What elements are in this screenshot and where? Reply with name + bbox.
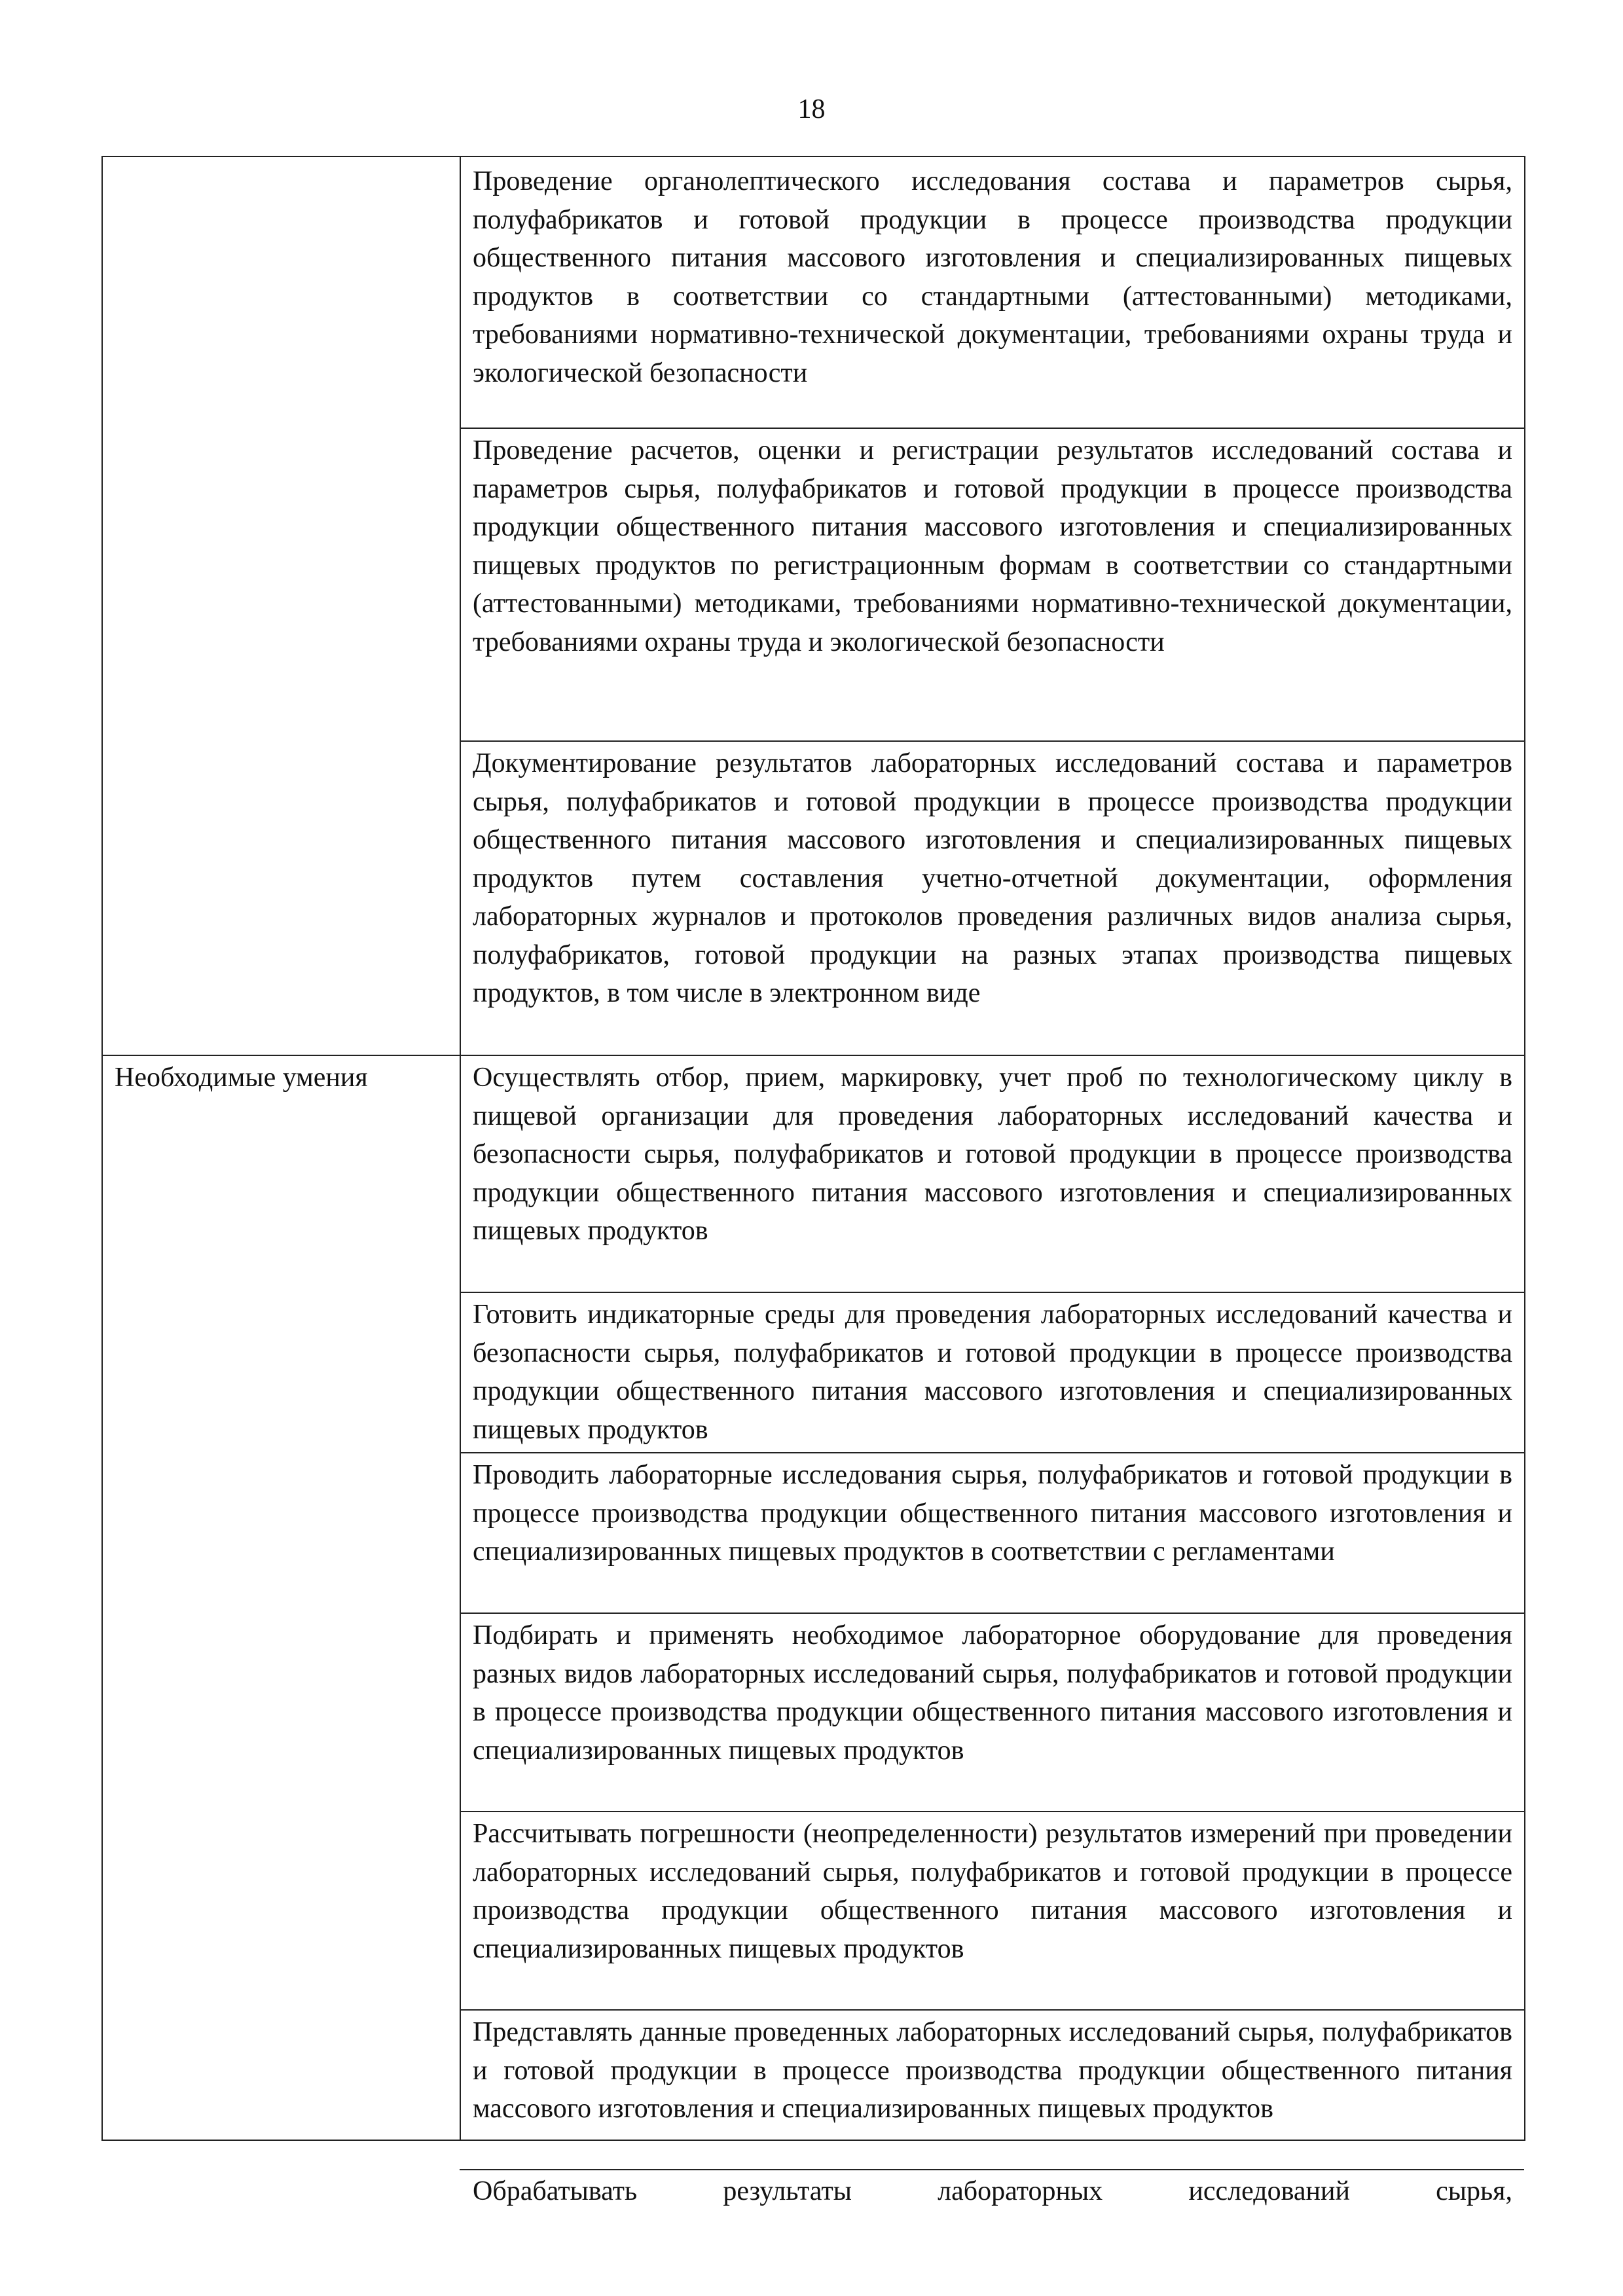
page-number: 18 <box>797 94 826 124</box>
row-divider <box>460 1811 1524 1812</box>
row-divider <box>460 428 1524 429</box>
table-cell: Осуществлять отбор, прием, маркировку, учет проб по технологическому циклу в пищевой организации для проведения лабораторных исследований качества и безопасности сырья, полуфабрикатов и готовой продукции в процессе производства продукции общественного питания массового изготовления и специализированных пищевых продуктов <box>473 1063 1512 1246</box>
row-divider <box>460 1452 1524 1453</box>
table-cell: Обрабатывать результаты лабораторных исследований сырья, <box>473 2176 1512 2206</box>
table-cell: Рассчитывать погрешности (неопределенности) результатов измерений при проведении лабораторных исследований сырья, полуфабрикатов и готовой продукции в процессе производства продукции общественного питания массового изготовления и специализированных пищевых продуктов <box>473 1819 1512 1964</box>
row-divider <box>460 1613 1524 1614</box>
row-divider <box>460 1292 1524 1293</box>
requirements-table <box>101 156 1525 2206</box>
row-divider <box>460 2009 1524 2011</box>
table-cell: Подбирать и применять необходимое лабораторное оборудование для проведения разных видов лабораторных исследований сырья, полуфабрикатов и готовой продукции в процессе производства продукции общественного питания массового изготовления и специализированных пищевых продуктов <box>473 1620 1512 1766</box>
section-label: Необходимые умения <box>115 1063 368 1093</box>
table-cell: Документирование результатов лабораторных исследований состава и параметров сырья, полуфабрикатов и готовой продукции в процессе производства продукции общественного питания массового изготовления и специализированных пищевых продуктов путем составления учетно-отчетной документации, оформления лабораторных журналов и протоколов проведения различных видов анализа сырья, полуфабрикатов, готовой продукции на разных этапах производства пищевых продуктов, в том числе в электронном виде <box>473 748 1512 1008</box>
table-cell: Проведение органолептического исследования состава и параметров сырья, полуфабрикатов и готовой продукции в процессе производства продукции общественного питания массового изготовления и специализированных пищевых продуктов в соответствии со стандартными (аттестованными) методиками, требованиями нормативно-технической документации, требованиями охраны труда и экологической безопасности <box>473 166 1512 388</box>
column-divider <box>460 157 461 2140</box>
table-cell: Проводить лабораторные исследования сырья, полуфабрикатов и готовой продукции в процессе производства продукции общественного питания массового изготовления и специализированных пищевых продуктов в соответствии с регламентами <box>473 1460 1512 1567</box>
section-divider <box>103 1055 1524 1056</box>
row-divider <box>460 740 1524 742</box>
row-divider <box>460 2169 1524 2170</box>
table-cell: Проведение расчетов, оценки и регистрации результатов исследований состава и параметров сырья, полуфабрикатов и готовой продукции в процессе производства продукции общественного питания массового изготовления и специализированных пищевых продуктов по регистрационным формам в соответствии со стандартными (аттестованными) методиками, требованиями нормативно-технической документации, требованиями охраны труда и экологической безопасности <box>473 435 1512 657</box>
table-cell: Готовить индикаторные среды для проведения лабораторных исследований качества и безопасности сырья, полуфабрикатов и готовой продукции в процессе производства продукции общественного питания массового изготовления и специализированных пищевых продуктов <box>473 1300 1512 1445</box>
table-cell: Представлять данные проведенных лабораторных исследований сырья, полуфабрикатов и готовой продукции в процессе производства продукции общественного питания массового изготовления и специализированных пищевых продуктов <box>473 2017 1512 2124</box>
